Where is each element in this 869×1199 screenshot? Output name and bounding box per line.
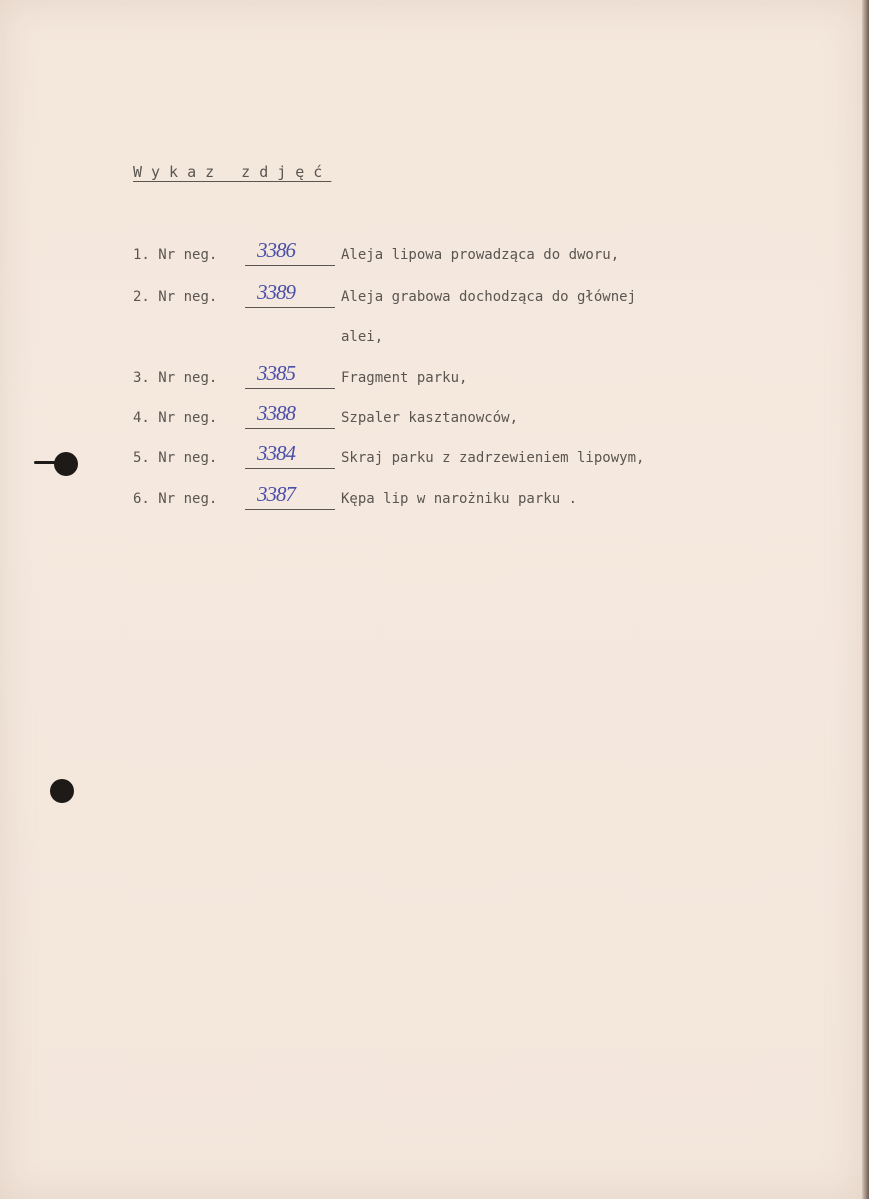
item-index: 2. Nr neg. [133, 289, 218, 305]
punch-hole-top [54, 452, 78, 476]
negative-number-field [245, 361, 335, 389]
hole-mark [34, 461, 56, 464]
negative-number-field [245, 238, 335, 266]
negative-number-field [245, 482, 335, 510]
handwritten-negative-number: 3388 [257, 401, 295, 425]
item-index: 1. Nr neg. [133, 247, 218, 263]
paper-edge-shadow [862, 0, 869, 1199]
handwritten-negative-number: 3387 [257, 482, 295, 506]
item-index: 6. Nr neg. [133, 491, 218, 507]
item-description: Skraj parku z zadrzewieniem lipowym, [341, 450, 645, 466]
item-index: 3. Nr neg. [133, 370, 218, 386]
negative-number-field [245, 280, 335, 308]
item-description: Aleja grabowa dochodząca do głównej [341, 289, 637, 305]
item-description: Szpaler kasztanowców, [341, 410, 519, 426]
item-index: 5. Nr neg. [133, 450, 218, 466]
item-description: Kępa lip w narożniku parku . [341, 491, 578, 507]
item-description-continued: alei, [341, 329, 384, 345]
handwritten-negative-number: 3386 [257, 238, 295, 262]
punch-hole-bottom [50, 779, 74, 803]
handwritten-negative-number: 3389 [257, 280, 295, 304]
handwritten-negative-number: 3384 [257, 441, 295, 465]
item-description: Fragment parku, [341, 370, 468, 386]
item-index: 4. Nr neg. [133, 410, 218, 426]
handwritten-negative-number: 3385 [257, 361, 295, 385]
item-description: Aleja lipowa prowadząca do dworu, [341, 247, 620, 263]
document-title: Wykaz zdjęć [133, 163, 332, 181]
negative-number-field [245, 401, 335, 429]
negative-number-field [245, 441, 335, 469]
